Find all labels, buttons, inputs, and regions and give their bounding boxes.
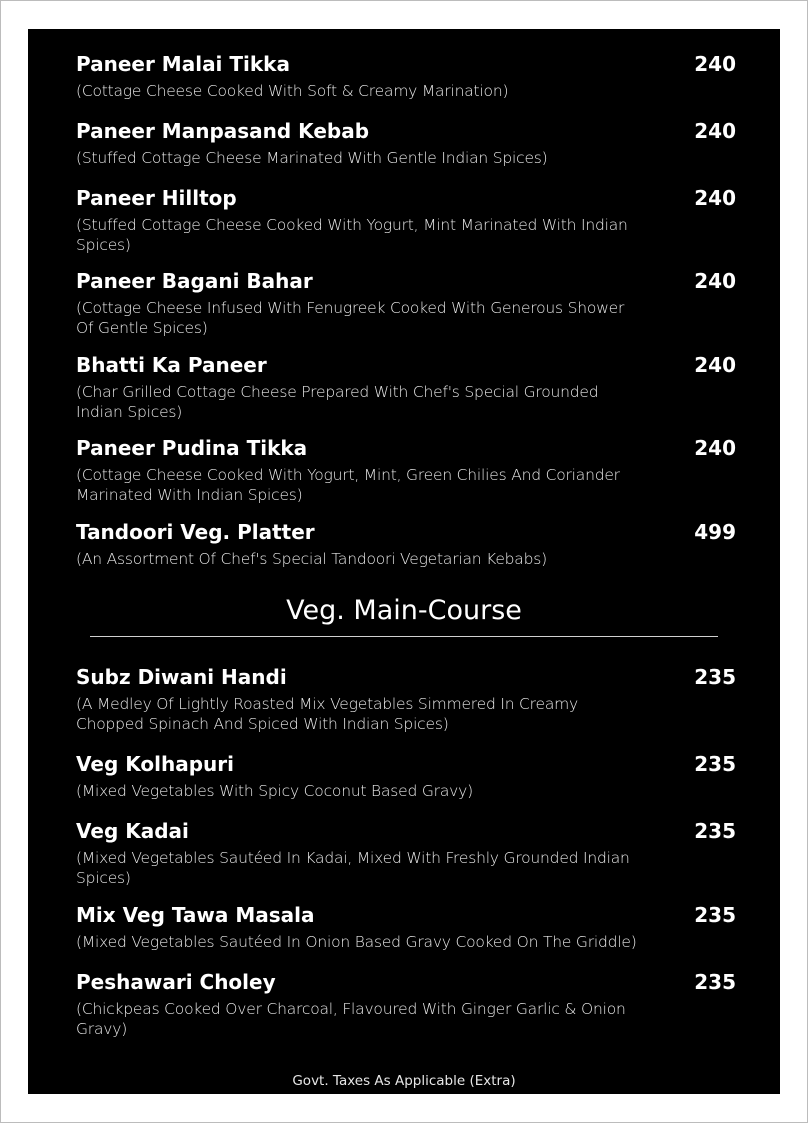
item-description: (Cottage Cheese Infused With Fenugreek Cooked With Generous Shower Of Gentle Spices) — [76, 299, 625, 337]
item-description: (Mixed Vegetables With Spicy Coconut Based Gravy) — [76, 782, 473, 800]
item-name: Veg Kadai — [76, 819, 189, 843]
item-price: 235 — [694, 970, 736, 994]
section-title: Veg. Main-Course — [286, 595, 522, 626]
tax-note: Govt. Taxes As Applicable (Extra) — [292, 1073, 516, 1089]
item-name: Mix Veg Tawa Masala — [76, 903, 315, 927]
item-description: (Mixed Vegetables Sautéed In Onion Based Gravy Cooked On The Griddle) — [76, 933, 637, 951]
item-price: 240 — [694, 436, 736, 460]
item-description: (A Medley Of Lightly Roasted Mix Vegetables Simmered In Creamy Chopped Spinach And Spiced With Indian Spices) — [76, 695, 579, 733]
item-price: 240 — [694, 186, 736, 210]
item-description: (Stuffed Cottage Cheese Cooked With Yogurt, Mint Marinated With Indian Spices) — [76, 216, 628, 254]
item-name: Paneer Pudina Tikka — [76, 436, 308, 460]
item-price: 240 — [694, 353, 736, 377]
item-price: 240 — [694, 269, 736, 293]
menu-panel — [28, 29, 780, 1094]
item-name: Paneer Bagani Bahar — [76, 269, 313, 293]
item-name: Bhatti Ka Paneer — [76, 353, 267, 377]
item-price: 235 — [694, 665, 736, 689]
item-description: (Cottage Cheese Cooked With Soft & Creamy Marination) — [76, 82, 509, 100]
item-price: 235 — [694, 752, 736, 776]
item-name: Paneer Hilltop — [76, 186, 237, 210]
item-price: 235 — [694, 903, 736, 927]
item-name: Tandoori Veg. Platter — [76, 520, 315, 544]
item-name: Subz Diwani Handi — [76, 665, 287, 689]
item-price: 235 — [694, 819, 736, 843]
item-name: Paneer Manpasand Kebab — [76, 119, 370, 143]
item-price: 240 — [694, 119, 736, 143]
item-name: Peshawari Choley — [76, 970, 276, 994]
item-description: (Char Grilled Cottage Cheese Prepared With Chef's Special Grounded Indian Spices) — [76, 383, 599, 421]
item-price: 240 — [694, 52, 736, 76]
item-name: Paneer Malai Tikka — [76, 52, 290, 76]
item-price: 499 — [694, 520, 736, 544]
section-divider — [90, 636, 718, 637]
item-name: Veg Kolhapuri — [76, 752, 234, 776]
item-description: (Stuffed Cottage Cheese Marinated With Gentle Indian Spices) — [76, 149, 548, 167]
item-description: (Cottage Cheese Cooked With Yogurt, Mint, Green Chilies And Coriander Marinated With Indian Spices) — [76, 466, 620, 504]
item-description: (An Assortment Of Chef's Special Tandoori Vegetarian Kebabs) — [76, 550, 547, 568]
item-description: (Mixed Vegetables Sautéed In Kadai, Mixed With Freshly Grounded Indian Spices) — [76, 849, 630, 887]
item-description: (Chickpeas Cooked Over Charcoal, Flavoured With Ginger Garlic & Onion Gravy) — [76, 1000, 626, 1038]
